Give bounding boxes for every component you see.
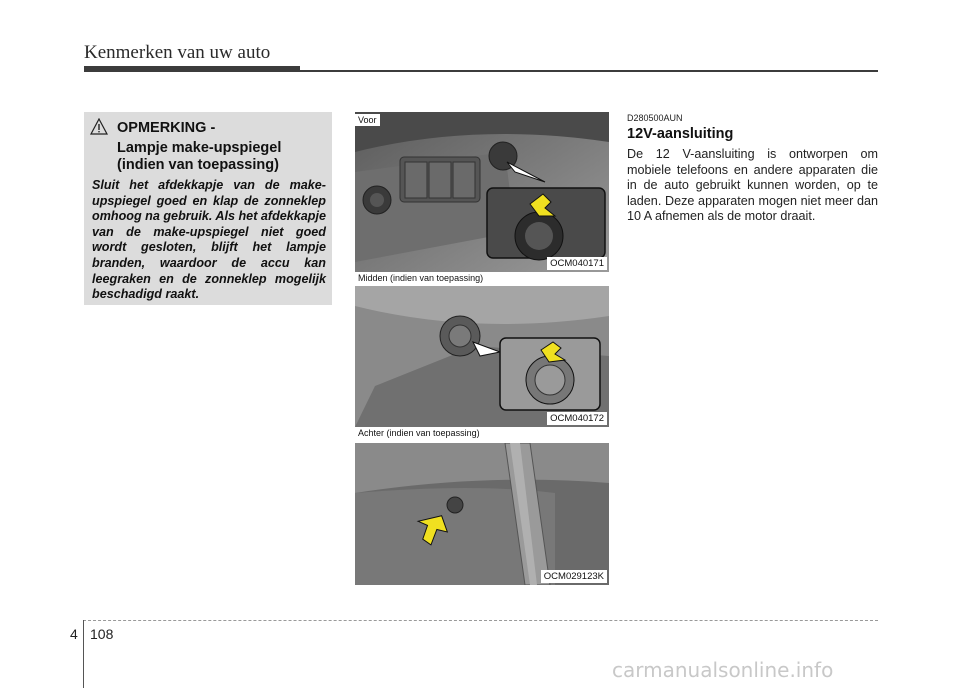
figure-code: OCM040172	[547, 412, 607, 425]
middle-socket-illustration	[355, 286, 609, 427]
figure-label: Voor	[355, 114, 380, 126]
rear-socket-illustration	[355, 443, 609, 585]
figure-label: Achter (indien van toepassing)	[355, 427, 483, 439]
figure-front-socket	[355, 112, 609, 272]
figure-code: OCM040171	[547, 257, 607, 270]
section-title: 12V-aansluiting	[627, 126, 734, 142]
watermark: carmanualsonline.info	[612, 658, 834, 682]
footer-rule	[83, 620, 878, 621]
figure-middle-socket	[355, 272, 609, 427]
section-body: De 12 V-aansluiting is ontworpen om mobiele telefoons en andere apparaten die in de auto gebruikt kunnen worden, op te laden. Deze apparaten mogen niet meer dan 10 A afnemen als de motor draait.	[627, 147, 878, 224]
footer-divider	[83, 620, 84, 688]
figure-code: OCM029123K	[541, 570, 607, 583]
section-number: 4	[70, 626, 78, 642]
page-header-title: Kenmerken van uw auto	[84, 42, 271, 63]
page-number: 108	[90, 626, 114, 642]
note-subtitle: Lampje make-upspiegel (indien van toepassing)	[117, 140, 282, 173]
warning-triangle-icon	[90, 118, 108, 136]
header-bar	[84, 66, 300, 72]
section-code: D280500AUN	[627, 113, 683, 123]
note-body: Sluit het afdekkapje van de make-upspiegel goed en klap de zonneklep omhoog na gebruik. Als het afdekkapje van de make-upspiegel niet goed wordt gesloten, blijft het lampje branden, waardoor de accu kan leegraken en de zonneklep mogelijk beschadigd raakt.	[92, 178, 326, 302]
note-heading: OPMERKING -	[117, 120, 216, 136]
figure-label: Midden (indien van toepassing)	[355, 272, 486, 284]
figure-rear-socket	[355, 427, 609, 585]
header-rule	[300, 70, 878, 72]
front-socket-illustration	[355, 112, 609, 272]
